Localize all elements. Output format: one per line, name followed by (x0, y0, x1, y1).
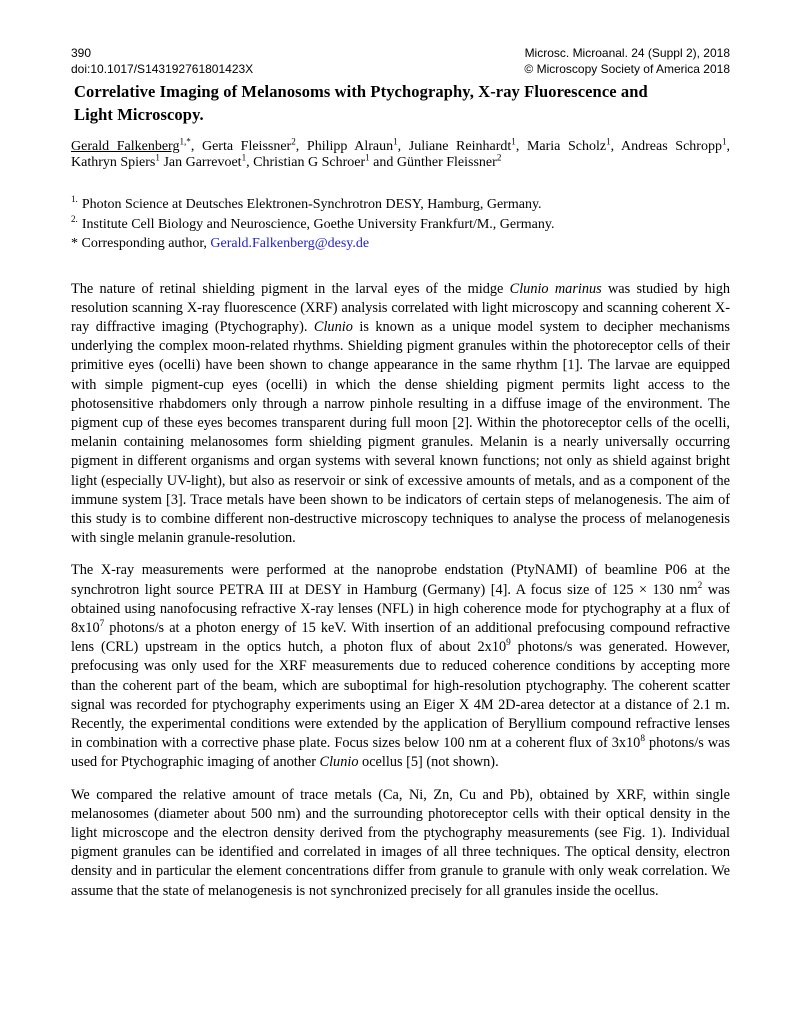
header-right (524, 46, 730, 77)
author-list: Gerald Falkenberg$^{1,*}$, Gerta Fleissner$^2$, Philipp Alraun$^1$, Juliane Reinhardt$^1$, Maria Scholz$^1$, Andreas Schropp$^1$, Kathryn Spiers$^1$ Jan Garrevoet$^1$, Christian G Schroer$^1$ and Günther Fleissner$^2$ (71, 136, 730, 170)
copyright-notice: © Microscopy Society of America 2018 (524, 61, 730, 76)
email-link[interactable]: Gerald.Falkenberg@desy.de (210, 236, 370, 251)
paragraph-3: We compared the relative amount of trace metals (Ca, Ni, Zn, Cu and Pb), obtained by XRF, within single melanosomes (diameter about 500 nm) and the surrounding photoreceptor cells with their optical density in the light microscope and the electron density derived from the ptychography measurements (see Fig. 1). Individual pigment granules can be identified and correlated in images of all three techniques. The optical density, electron density and in particular the element concentrations differ from granule to granule with only weak correlation. We assume that the state of melanogenesis is not synchronized precisely for all granules inside the ocellus. (71, 786, 730, 899)
paragraph-2: The X-ray measurements were performed at the nanoprobe endstation (PtyNAMI) of beamline P06 at the synchrotron light source PETRA III at DESY in Hamburg (Germany) [4]. A focus size of 125 × 130 $nm^2$ was obtained using nanofocusing refractive X-ray lenses (NFL) in high coherence mode for ptychography at a flux of $8x10^7$ photons/s at a photon energy of 15 keV. With insertion of an additional prefocusing compound refractive lens (CRL) upstream in the optics hutch, a photon flux of about $2x10^9$ photons/s was generated. However, prefocusing was only used for the XRF measurements due to reduced coherence conditions by accepting more than the coherent part of the beam, which are suboptimal for high-resolution ptychography. The coherent scatter signal was recorded for ptychography experiments using an Eiger X 4M 2D-area detector at a distance of 2.1 m. Recently, the experimental conditions were extended by the application of Beryllium compound refractive lenses in combination with a corrective phase plate. Focus sizes below 100 nm at a coherent flux of $3x10^8$ photons/s was used for Ptychographic imaging of another Clunio ocellus [5] (not shown). (71, 562, 731, 771)
affiliation-2-text: Institute Cell Biology and Neuroscience, Goethe University Frankfurt/M., Germany. (81, 216, 555, 232)
article-title-line-2: Light Microscopy. (74, 104, 204, 124)
affiliation-1 (71, 195, 730, 215)
article-title (71, 81, 730, 126)
affiliation-2-marker: 2. (71, 213, 78, 224)
article-title-line-1: Correlative Imaging of Melanosoms with Ptychography, X-ray Fluorescence and (74, 82, 648, 101)
affiliation-1-marker: 1. (71, 194, 78, 205)
affiliation-2 (71, 215, 730, 235)
journal-citation: Microsc. Microanal. 24 (Suppl 2), 2018 (524, 46, 730, 60)
affiliation-1-text: Photon Science at Deutsches Elektronen-Synchrotron DESY, Hamburg, Germany. (81, 197, 542, 212)
affiliations (71, 195, 730, 254)
header-left (71, 46, 253, 77)
page-number: 390 (71, 46, 92, 60)
page-header (71, 46, 730, 77)
doi: doi:10.1017/S143192761801423X (71, 61, 254, 76)
corresponding-prefix: * Corresponding author, (71, 236, 211, 251)
corresponding-author-line (71, 234, 730, 254)
paragraph-1: The nature of retinal shielding pigment in the larval eyes of the midge Clunio marinus was studied by high resolution scanning X-ray fluorescence (XRF) analysis correlated with light microscopy and scanning coherent X-ray diffractive imaging (Ptychography). Clunio is known as a unique model system to decipher mechanisms underlying the complex moon-related rhythms. Shielding pigment granules within the photoreceptor cells of their primitive eyes (ocelli) have been shown to change appearance in the same rhythm [1]. The larvae are equipped with simple pigment-cup eyes (ocelli) in which the dense shielding pigment permits light access to the photosensitive rhabdomers only through a narrow pinhole resulting in a diffuse image of the environment. The pigment cup of these eyes becomes transparent during full moon [2]. Within the photoreceptor cells of the ocelli, melanin containing melanosomes form shielding pigment granules. Melanin is a nearly universally occurring pigment in different organisms and organ systems with several known functions; not only as shield against bright light (especially UV-light), but also as reservoir or sink of excessive amounts of metals, and as a component of the immune system [3]. Trace metals have been shown to be indicators of certain steps of melanogenesis. The aim of this study is to combine different non-destructive microscopy techniques to analyse the process of melanogenesis with single melanin granule-resolution. (71, 280, 730, 547)
